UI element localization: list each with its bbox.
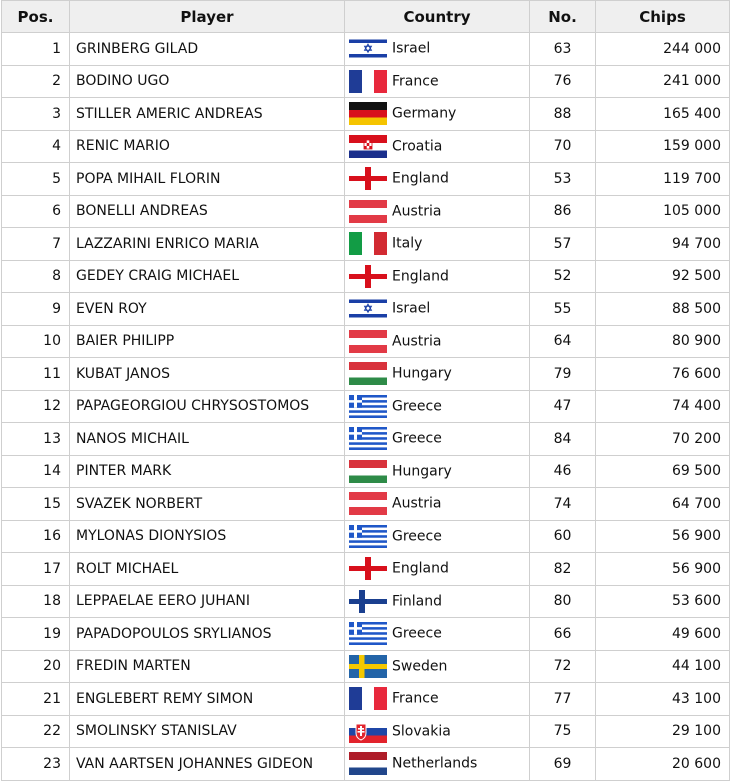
country-name: Greece	[392, 430, 442, 447]
table-row	[2, 195, 730, 228]
player-name-cell: RENIC MARIO	[70, 130, 345, 163]
chips-cell: 165 400	[596, 98, 730, 131]
country-cell	[345, 390, 530, 423]
country-name: England	[392, 170, 449, 187]
country-cell	[345, 65, 530, 98]
country-name: Netherlands	[392, 755, 478, 772]
seat-number-cell: 66	[530, 618, 596, 651]
country-cell	[345, 260, 530, 293]
country-cell	[345, 715, 530, 748]
italy-flag-icon	[349, 232, 387, 255]
col-header-chips[interactable]: Chips	[596, 1, 730, 33]
player-name-cell: GEDEY CRAIG MICHAEL	[70, 260, 345, 293]
country-name: England	[392, 560, 449, 577]
seat-number-cell: 75	[530, 715, 596, 748]
position-cell: 5	[2, 163, 70, 196]
austria-flag-icon	[349, 200, 387, 223]
england-flag-icon	[349, 167, 387, 190]
chips-cell: 56 900	[596, 520, 730, 553]
chips-cell: 56 900	[596, 553, 730, 586]
col-header-no[interactable]: No.	[530, 1, 596, 33]
country-cell	[345, 683, 530, 716]
table-row	[2, 98, 730, 131]
player-name-cell: VAN AARTSEN JOHANNES GIDEON	[70, 748, 345, 781]
greece-flag-icon	[349, 622, 387, 645]
position-cell: 21	[2, 683, 70, 716]
country-name: Hungary	[392, 365, 452, 382]
croatia-flag-icon	[349, 135, 387, 158]
chips-cell: 105 000	[596, 195, 730, 228]
country-cell	[345, 325, 530, 358]
player-name-cell: SMOLINSKY STANISLAV	[70, 715, 345, 748]
table-row	[2, 33, 730, 66]
position-cell: 20	[2, 650, 70, 683]
seat-number-cell: 79	[530, 358, 596, 391]
player-name-cell: BONELLI ANDREAS	[70, 195, 345, 228]
position-cell: 22	[2, 715, 70, 748]
israel-flag-icon	[349, 297, 387, 320]
chips-cell: 43 100	[596, 683, 730, 716]
seat-number-cell: 86	[530, 195, 596, 228]
position-cell: 13	[2, 423, 70, 456]
player-name-cell: LAZZARINI ENRICO MARIA	[70, 228, 345, 261]
position-cell: 10	[2, 325, 70, 358]
table-row	[2, 553, 730, 586]
sweden-flag-icon	[349, 655, 387, 678]
country-cell	[345, 163, 530, 196]
greece-flag-icon	[349, 427, 387, 450]
player-name-cell: ROLT MICHAEL	[70, 553, 345, 586]
position-cell: 4	[2, 130, 70, 163]
country-name: Italy	[392, 235, 423, 252]
slovakia-flag-icon	[349, 720, 387, 743]
country-name: Finland	[392, 593, 443, 610]
chips-cell: 74 400	[596, 390, 730, 423]
seat-number-cell: 46	[530, 455, 596, 488]
player-name-cell: ENGLEBERT REMY SIMON	[70, 683, 345, 716]
player-name-cell: POPA MIHAIL FLORIN	[70, 163, 345, 196]
table-row	[2, 650, 730, 683]
position-cell: 1	[2, 33, 70, 66]
country-name: Croatia	[392, 138, 443, 155]
country-cell	[345, 488, 530, 521]
hungary-flag-icon	[349, 460, 387, 483]
table-row	[2, 130, 730, 163]
country-name: England	[392, 268, 449, 285]
country-cell	[345, 650, 530, 683]
country-cell	[345, 748, 530, 781]
table-row	[2, 65, 730, 98]
seat-number-cell: 77	[530, 683, 596, 716]
country-cell	[345, 423, 530, 456]
chips-cell: 159 000	[596, 130, 730, 163]
country-cell	[345, 293, 530, 326]
position-cell: 19	[2, 618, 70, 651]
country-cell	[345, 455, 530, 488]
position-cell: 16	[2, 520, 70, 553]
table-row	[2, 520, 730, 553]
table-row	[2, 683, 730, 716]
chip-count-table	[1, 0, 730, 781]
player-name-cell: LEPPAELAE EERO JUHANI	[70, 585, 345, 618]
germany-flag-icon	[349, 102, 387, 125]
seat-number-cell: 60	[530, 520, 596, 553]
country-cell	[345, 195, 530, 228]
table-row	[2, 293, 730, 326]
player-name-cell: KUBAT JANOS	[70, 358, 345, 391]
position-cell: 9	[2, 293, 70, 326]
table-row	[2, 585, 730, 618]
position-cell: 23	[2, 748, 70, 781]
chips-cell: 76 600	[596, 358, 730, 391]
seat-number-cell: 82	[530, 553, 596, 586]
england-flag-icon	[349, 557, 387, 580]
seat-number-cell: 84	[530, 423, 596, 456]
chips-cell: 244 000	[596, 33, 730, 66]
chips-cell: 49 600	[596, 618, 730, 651]
greece-flag-icon	[349, 395, 387, 418]
table-row	[2, 325, 730, 358]
col-header-pos[interactable]: Pos.	[2, 1, 70, 33]
player-name-cell: GRINBERG GILAD	[70, 33, 345, 66]
player-name-cell: PAPAGEORGIOU CHRYSOSTOMOS	[70, 390, 345, 423]
player-name-cell: SVAZEK NORBERT	[70, 488, 345, 521]
table-row	[2, 618, 730, 651]
hungary-flag-icon	[349, 362, 387, 385]
chips-cell: 80 900	[596, 325, 730, 358]
player-name-cell: MYLONAS DIONYSIOS	[70, 520, 345, 553]
chips-cell: 241 000	[596, 65, 730, 98]
country-cell	[345, 98, 530, 131]
chips-cell: 53 600	[596, 585, 730, 618]
col-header-player[interactable]: Player	[70, 1, 345, 33]
france-flag-icon	[349, 70, 387, 93]
seat-number-cell: 74	[530, 488, 596, 521]
player-name-cell: BAIER PHILIPP	[70, 325, 345, 358]
chips-cell: 44 100	[596, 650, 730, 683]
chips-cell: 70 200	[596, 423, 730, 456]
country-name: Austria	[392, 495, 442, 512]
col-header-country[interactable]: Country	[345, 1, 530, 33]
england-flag-icon	[349, 265, 387, 288]
position-cell: 17	[2, 553, 70, 586]
country-name: Israel	[392, 300, 431, 317]
seat-number-cell: 57	[530, 228, 596, 261]
seat-number-cell: 63	[530, 33, 596, 66]
position-cell: 12	[2, 390, 70, 423]
chips-cell: 69 500	[596, 455, 730, 488]
country-name: Greece	[392, 398, 442, 415]
seat-number-cell: 53	[530, 163, 596, 196]
country-cell	[345, 358, 530, 391]
chips-cell: 119 700	[596, 163, 730, 196]
header-row	[2, 1, 730, 33]
position-cell: 15	[2, 488, 70, 521]
seat-number-cell: 52	[530, 260, 596, 293]
austria-flag-icon	[349, 492, 387, 515]
country-name: Sweden	[392, 658, 448, 675]
position-cell: 18	[2, 585, 70, 618]
player-name-cell: BODINO UGO	[70, 65, 345, 98]
netherlands-flag-icon	[349, 752, 387, 775]
position-cell: 6	[2, 195, 70, 228]
table-row	[2, 423, 730, 456]
table-row	[2, 715, 730, 748]
israel-flag-icon	[349, 37, 387, 60]
country-cell	[345, 228, 530, 261]
country-name: Hungary	[392, 463, 452, 480]
country-name: Israel	[392, 40, 431, 57]
seat-number-cell: 80	[530, 585, 596, 618]
table-row	[2, 455, 730, 488]
position-cell: 3	[2, 98, 70, 131]
chips-cell: 92 500	[596, 260, 730, 293]
player-name-cell: NANOS MICHAIL	[70, 423, 345, 456]
country-cell	[345, 33, 530, 66]
table-row	[2, 488, 730, 521]
chips-cell: 94 700	[596, 228, 730, 261]
seat-number-cell: 47	[530, 390, 596, 423]
seat-number-cell: 88	[530, 98, 596, 131]
player-name-cell: FREDIN MARTEN	[70, 650, 345, 683]
chips-cell: 88 500	[596, 293, 730, 326]
country-name: Germany	[392, 105, 457, 122]
table-row	[2, 390, 730, 423]
table-row	[2, 260, 730, 293]
table-row	[2, 163, 730, 196]
table-row	[2, 748, 730, 781]
player-name-cell: PINTER MARK	[70, 455, 345, 488]
country-name: France	[392, 73, 439, 90]
seat-number-cell: 64	[530, 325, 596, 358]
seat-number-cell: 76	[530, 65, 596, 98]
player-name-cell: STILLER AMERIC ANDREAS	[70, 98, 345, 131]
country-name: Austria	[392, 333, 442, 350]
table-row	[2, 228, 730, 261]
player-name-cell: PAPADOPOULOS SRYLIANOS	[70, 618, 345, 651]
seat-number-cell: 55	[530, 293, 596, 326]
finland-flag-icon	[349, 590, 387, 613]
position-cell: 7	[2, 228, 70, 261]
seat-number-cell: 72	[530, 650, 596, 683]
france-flag-icon	[349, 687, 387, 710]
country-name: Greece	[392, 528, 442, 545]
greece-flag-icon	[349, 525, 387, 548]
position-cell: 14	[2, 455, 70, 488]
chips-cell: 20 600	[596, 748, 730, 781]
chips-cell: 64 700	[596, 488, 730, 521]
country-cell	[345, 520, 530, 553]
position-cell: 2	[2, 65, 70, 98]
country-cell	[345, 553, 530, 586]
country-cell	[345, 618, 530, 651]
country-name: France	[392, 690, 439, 707]
seat-number-cell: 69	[530, 748, 596, 781]
position-cell: 11	[2, 358, 70, 391]
table-row	[2, 358, 730, 391]
player-name-cell: EVEN ROY	[70, 293, 345, 326]
position-cell: 8	[2, 260, 70, 293]
country-name: Slovakia	[392, 723, 451, 740]
country-cell	[345, 585, 530, 618]
seat-number-cell: 70	[530, 130, 596, 163]
austria-flag-icon	[349, 330, 387, 353]
country-cell	[345, 130, 530, 163]
chips-cell: 29 100	[596, 715, 730, 748]
country-name: Greece	[392, 625, 442, 642]
country-name: Austria	[392, 203, 442, 220]
